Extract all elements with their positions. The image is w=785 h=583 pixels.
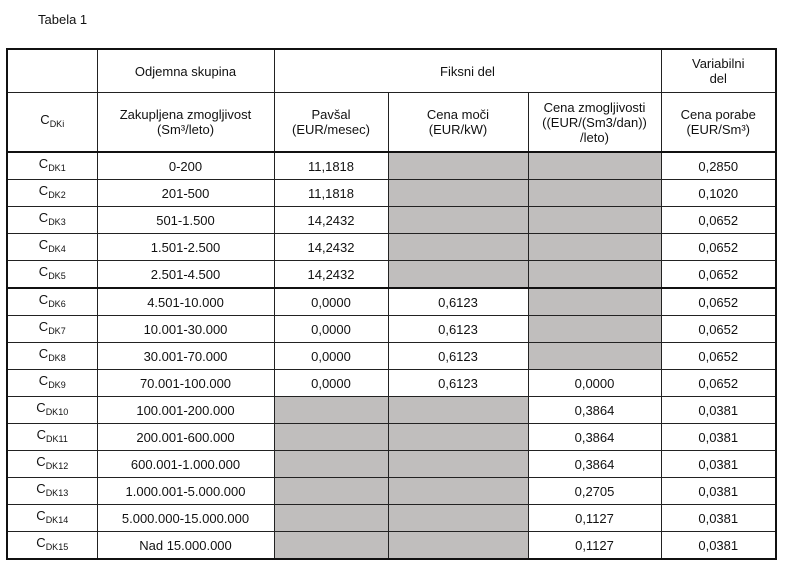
group-code-letter: C bbox=[38, 373, 49, 388]
capacity-range-cell: 1.000.001-5.000.000 bbox=[97, 478, 274, 505]
group-code-letter: C bbox=[38, 183, 49, 198]
capacity-range-cell: 1.501-2.500 bbox=[97, 234, 274, 261]
header-variable-label: Variabilni del bbox=[691, 56, 745, 86]
capacity-range-cell: 70.001-100.000 bbox=[97, 370, 274, 397]
table-row bbox=[7, 343, 776, 370]
group-code-sub: DK14 bbox=[45, 515, 69, 525]
consumption-price-cell: 0,0381 bbox=[661, 505, 776, 532]
group-code-cell bbox=[7, 478, 97, 505]
power-price-cell: 0,6123 bbox=[388, 343, 528, 370]
group-code-letter: C bbox=[38, 319, 49, 334]
consumption-price-cell: 0,0381 bbox=[661, 532, 776, 560]
table-row bbox=[7, 397, 776, 424]
group-code-cell bbox=[7, 505, 97, 532]
header-capacity-label: Zakupljena zmogljivost (Sm³/leto) bbox=[119, 107, 252, 137]
group-code-sub: DK13 bbox=[45, 488, 69, 498]
header-row-top bbox=[7, 49, 776, 93]
group-code-cell bbox=[7, 370, 97, 397]
capacity-range-cell: 200.001-600.000 bbox=[97, 424, 274, 451]
capacity-range-cell: 501-1.500 bbox=[97, 207, 274, 234]
flat-fee-cell: 11,1818 bbox=[274, 180, 388, 207]
flat-fee-cell: 14,2432 bbox=[274, 234, 388, 261]
group-code-sub: DK10 bbox=[45, 407, 69, 417]
consumption-price-cell: 0,0652 bbox=[661, 234, 776, 261]
group-code-letter: C bbox=[36, 508, 46, 523]
group-code-letter: C bbox=[38, 292, 49, 307]
group-code-letter: C bbox=[38, 346, 49, 361]
capacity-price-cell: 0,2705 bbox=[528, 478, 661, 505]
group-code-sub: DK6 bbox=[48, 299, 66, 309]
header-c-letter: C bbox=[40, 112, 50, 127]
table-row bbox=[7, 207, 776, 234]
power-price-cell bbox=[388, 207, 528, 234]
group-code-cell bbox=[7, 152, 97, 180]
group-code-sub: DK11 bbox=[46, 434, 68, 444]
header-group-cell: Odjemna skupina bbox=[97, 49, 274, 93]
power-price-cell bbox=[388, 505, 528, 532]
capacity-range-cell: 0-200 bbox=[97, 152, 274, 180]
group-code-cell bbox=[7, 180, 97, 207]
group-code-letter: C bbox=[36, 400, 46, 415]
group-code-letter: C bbox=[36, 454, 46, 469]
power-price-cell bbox=[388, 180, 528, 207]
capacity-price-cell: 0,0000 bbox=[528, 370, 661, 397]
header-cap-price-cell bbox=[528, 93, 661, 153]
capacity-price-cell: 0,1127 bbox=[528, 532, 661, 560]
capacity-price-cell bbox=[528, 316, 661, 343]
capacity-range-cell: 5.000.000-15.000.000 bbox=[97, 505, 274, 532]
group-code-cell bbox=[7, 261, 97, 289]
group-code-cell bbox=[7, 234, 97, 261]
capacity-price-cell bbox=[528, 180, 661, 207]
power-price-cell bbox=[388, 424, 528, 451]
consumption-price-cell: 0,0381 bbox=[661, 478, 776, 505]
consumption-price-cell: 0,0652 bbox=[661, 207, 776, 234]
group-code-cell bbox=[7, 397, 97, 424]
group-code-letter: C bbox=[38, 237, 49, 252]
power-price-cell bbox=[388, 234, 528, 261]
flat-fee-cell: 0,0000 bbox=[274, 288, 388, 316]
capacity-price-cell bbox=[528, 288, 661, 316]
power-price-cell: 0,6123 bbox=[388, 288, 528, 316]
flat-fee-cell: 0,0000 bbox=[274, 316, 388, 343]
table-row bbox=[7, 234, 776, 261]
consumption-price-cell: 0,0652 bbox=[661, 261, 776, 289]
table-row bbox=[7, 180, 776, 207]
power-price-cell bbox=[388, 451, 528, 478]
table-row bbox=[7, 288, 776, 316]
group-code-sub: DK5 bbox=[48, 271, 66, 281]
flat-fee-cell bbox=[274, 424, 388, 451]
table-row bbox=[7, 316, 776, 343]
header-power-cell bbox=[388, 93, 528, 153]
capacity-price-cell bbox=[528, 261, 661, 289]
power-price-cell bbox=[388, 397, 528, 424]
flat-fee-cell: 11,1818 bbox=[274, 152, 388, 180]
header-cap-price-label: Cena zmogljivosti ((EUR/(Sm3/dan)) /leto) bbox=[542, 99, 647, 145]
capacity-range-cell: 100.001-200.000 bbox=[97, 397, 274, 424]
consumption-price-cell: 0,0381 bbox=[661, 424, 776, 451]
power-price-cell bbox=[388, 478, 528, 505]
header-consumption-label: Cena porabe (EUR/Sm³) bbox=[680, 107, 756, 137]
group-code-letter: C bbox=[36, 481, 46, 496]
capacity-range-cell: 4.501-10.000 bbox=[97, 288, 274, 316]
table-row bbox=[7, 370, 776, 397]
power-price-cell: 0,6123 bbox=[388, 316, 528, 343]
flat-fee-cell bbox=[274, 505, 388, 532]
capacity-price-cell bbox=[528, 234, 661, 261]
flat-fee-cell bbox=[274, 478, 388, 505]
consumption-price-cell: 0,0652 bbox=[661, 343, 776, 370]
header-corner-cell bbox=[7, 49, 97, 93]
consumption-price-cell: 0,0652 bbox=[661, 288, 776, 316]
flat-fee-cell bbox=[274, 451, 388, 478]
group-code-cell bbox=[7, 316, 97, 343]
header-c-cell bbox=[7, 93, 97, 153]
capacity-range-cell: 2.501-4.500 bbox=[97, 261, 274, 289]
table-row bbox=[7, 451, 776, 478]
header-capacity-cell bbox=[97, 93, 274, 153]
header-consumption-cell bbox=[661, 93, 776, 153]
header-fixed-cell: Fiksni del bbox=[274, 49, 661, 93]
table-row bbox=[7, 261, 776, 289]
group-code-sub: DK9 bbox=[48, 380, 66, 390]
group-code-sub: DK7 bbox=[48, 326, 66, 336]
consumption-price-cell: 0,1020 bbox=[661, 180, 776, 207]
capacity-price-cell: 0,3864 bbox=[528, 451, 661, 478]
table-row bbox=[7, 152, 776, 180]
flat-fee-cell: 0,0000 bbox=[274, 370, 388, 397]
table-row bbox=[7, 478, 776, 505]
header-flat-cell bbox=[274, 93, 388, 153]
group-code-sub: DK15 bbox=[45, 542, 69, 552]
consumption-price-cell: 0,0381 bbox=[661, 397, 776, 424]
group-code-cell bbox=[7, 424, 97, 451]
power-price-cell bbox=[388, 261, 528, 289]
capacity-range-cell: 600.001-1.000.000 bbox=[97, 451, 274, 478]
table-row bbox=[7, 505, 776, 532]
group-code-cell bbox=[7, 532, 97, 560]
capacity-price-cell: 0,3864 bbox=[528, 397, 661, 424]
group-code-cell bbox=[7, 207, 97, 234]
group-code-cell bbox=[7, 451, 97, 478]
capacity-range-cell: 10.001-30.000 bbox=[97, 316, 274, 343]
capacity-range-cell: 30.001-70.000 bbox=[97, 343, 274, 370]
group-code-sub: DK3 bbox=[48, 217, 66, 227]
group-code-letter: C bbox=[36, 535, 46, 550]
power-price-cell bbox=[388, 532, 528, 560]
header-c-sub: DKi bbox=[49, 119, 65, 129]
consumption-price-cell: 0,0381 bbox=[661, 451, 776, 478]
power-price-cell bbox=[388, 152, 528, 180]
capacity-price-cell bbox=[528, 152, 661, 180]
power-price-cell: 0,6123 bbox=[388, 370, 528, 397]
group-code-letter: C bbox=[36, 427, 47, 442]
flat-fee-cell bbox=[274, 532, 388, 560]
flat-fee-cell bbox=[274, 397, 388, 424]
capacity-price-cell: 0,3864 bbox=[528, 424, 661, 451]
flat-fee-cell: 14,2432 bbox=[274, 207, 388, 234]
capacity-price-cell bbox=[528, 343, 661, 370]
group-code-sub: DK4 bbox=[48, 244, 66, 254]
consumption-price-cell: 0,2850 bbox=[661, 152, 776, 180]
capacity-range-cell: 201-500 bbox=[97, 180, 274, 207]
table-caption: Tabela 1 bbox=[38, 12, 88, 27]
header-flat-label: Pavšal (EUR/mesec) bbox=[291, 107, 370, 137]
capacity-price-cell bbox=[528, 207, 661, 234]
header-row-bottom bbox=[7, 93, 776, 153]
capacity-price-cell: 0,1127 bbox=[528, 505, 661, 532]
group-code-cell bbox=[7, 343, 97, 370]
flat-fee-cell: 14,2432 bbox=[274, 261, 388, 289]
table-row bbox=[7, 424, 776, 451]
group-code-letter: C bbox=[38, 264, 49, 279]
group-code-sub: DK2 bbox=[48, 190, 66, 200]
group-code-cell bbox=[7, 288, 97, 316]
group-code-letter: C bbox=[38, 210, 49, 225]
table-row bbox=[7, 532, 776, 560]
header-power-label: Cena moči (EUR/kW) bbox=[426, 107, 490, 137]
group-code-letter: C bbox=[38, 156, 49, 171]
group-code-sub: DK8 bbox=[48, 353, 66, 363]
group-code-sub: DK1 bbox=[48, 163, 66, 173]
tariff-table bbox=[6, 48, 777, 560]
flat-fee-cell: 0,0000 bbox=[274, 343, 388, 370]
group-code-sub: DK12 bbox=[45, 461, 69, 471]
consumption-price-cell: 0,0652 bbox=[661, 316, 776, 343]
header-variable-cell bbox=[661, 49, 776, 93]
consumption-price-cell: 0,0652 bbox=[661, 370, 776, 397]
capacity-range-cell: Nad 15.000.000 bbox=[97, 532, 274, 560]
